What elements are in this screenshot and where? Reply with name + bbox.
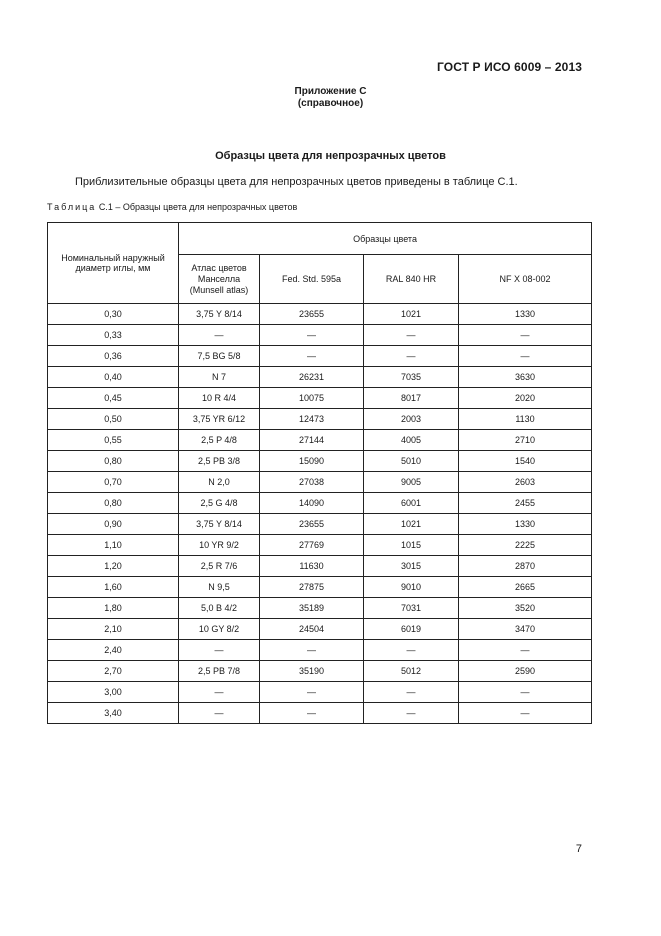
cell-diameter: 0,55 xyxy=(48,430,179,451)
table-row xyxy=(48,346,592,367)
header-diameter: Номинальный наружный диаметр иглы, мм xyxy=(48,223,179,304)
cell-fed-std: 27144 xyxy=(260,430,364,451)
table-row xyxy=(48,535,592,556)
cell-munsell: N 7 xyxy=(179,367,260,388)
cell-ral: 1021 xyxy=(364,304,459,325)
cell-nf: 3520 xyxy=(459,598,592,619)
cell-ral: 8017 xyxy=(364,388,459,409)
cell-nf: 1330 xyxy=(459,304,592,325)
table-caption xyxy=(47,202,297,212)
cell-ral: — xyxy=(364,703,459,724)
cell-diameter: 2,70 xyxy=(48,661,179,682)
table-row xyxy=(48,304,592,325)
table-row xyxy=(48,577,592,598)
cell-nf: 2590 xyxy=(459,661,592,682)
cell-nf: 1540 xyxy=(459,451,592,472)
cell-ral: 3015 xyxy=(364,556,459,577)
table-row xyxy=(48,430,592,451)
cell-ral: 1015 xyxy=(364,535,459,556)
cell-fed-std: 24504 xyxy=(260,619,364,640)
cell-diameter: 0,50 xyxy=(48,409,179,430)
intro-paragraph: Приблизительные образцы цвета для непрозрачных цветов приведены в таблице С.1. xyxy=(75,176,518,188)
header-nf: NF X 08-002 xyxy=(459,255,592,304)
cell-ral: 7031 xyxy=(364,598,459,619)
header-ral: RAL 840 HR xyxy=(364,255,459,304)
cell-ral: 9005 xyxy=(364,472,459,493)
cell-fed-std: 23655 xyxy=(260,514,364,535)
annex-heading xyxy=(0,86,661,110)
cell-nf: 2603 xyxy=(459,472,592,493)
cell-diameter: 0,90 xyxy=(48,514,179,535)
cell-munsell: — xyxy=(179,682,260,703)
cell-nf: — xyxy=(459,682,592,703)
table-row xyxy=(48,493,592,514)
cell-nf: 1330 xyxy=(459,514,592,535)
cell-diameter: 0,80 xyxy=(48,451,179,472)
annex-title: Приложение С xyxy=(294,86,367,97)
table-row xyxy=(48,682,592,703)
cell-diameter: 0,40 xyxy=(48,367,179,388)
table-row xyxy=(48,640,592,661)
cell-ral: — xyxy=(364,682,459,703)
section-title: Образцы цвета для непрозрачных цветов xyxy=(215,150,446,162)
table-row xyxy=(48,514,592,535)
cell-diameter: 0,33 xyxy=(48,325,179,346)
table-row xyxy=(48,367,592,388)
table-row xyxy=(48,451,592,472)
cell-munsell: 2,5 R 7/6 xyxy=(179,556,260,577)
cell-fed-std: 12473 xyxy=(260,409,364,430)
cell-munsell: 2,5 PB 7/8 xyxy=(179,661,260,682)
cell-fed-std: — xyxy=(260,682,364,703)
cell-fed-std: 27875 xyxy=(260,577,364,598)
cell-munsell: 2,5 PB 3/8 xyxy=(179,451,260,472)
cell-diameter: 3,00 xyxy=(48,682,179,703)
table-caption-number: С.1 xyxy=(98,202,113,212)
cell-ral: 6001 xyxy=(364,493,459,514)
cell-diameter: 0,80 xyxy=(48,493,179,514)
cell-munsell: N 2,0 xyxy=(179,472,260,493)
cell-nf: 3470 xyxy=(459,619,592,640)
cell-fed-std: — xyxy=(260,703,364,724)
cell-nf: 2020 xyxy=(459,388,592,409)
cell-munsell: — xyxy=(179,325,260,346)
table-row xyxy=(48,409,592,430)
cell-fed-std: 35189 xyxy=(260,598,364,619)
cell-munsell: 2,5 G 4/8 xyxy=(179,493,260,514)
cell-ral: 5012 xyxy=(364,661,459,682)
cell-ral: — xyxy=(364,640,459,661)
cell-ral: 6019 xyxy=(364,619,459,640)
cell-munsell: 10 GY 8/2 xyxy=(179,619,260,640)
cell-diameter: 2,40 xyxy=(48,640,179,661)
cell-diameter: 0,45 xyxy=(48,388,179,409)
cell-nf: 2870 xyxy=(459,556,592,577)
header-fed-std: Fed. Std. 595a xyxy=(260,255,364,304)
cell-fed-std: 14090 xyxy=(260,493,364,514)
cell-diameter: 1,60 xyxy=(48,577,179,598)
table-row xyxy=(48,619,592,640)
cell-nf: — xyxy=(459,640,592,661)
cell-nf: — xyxy=(459,325,592,346)
cell-diameter: 0,30 xyxy=(48,304,179,325)
cell-nf: 2225 xyxy=(459,535,592,556)
cell-ral: — xyxy=(364,325,459,346)
table-row xyxy=(48,472,592,493)
page-number: 7 xyxy=(575,843,582,855)
table-row xyxy=(48,703,592,724)
cell-nf: 3630 xyxy=(459,367,592,388)
table-row xyxy=(48,325,592,346)
cell-munsell: 3,75 Y 8/14 xyxy=(179,304,260,325)
cell-diameter: 1,20 xyxy=(48,556,179,577)
cell-munsell: 10 YR 9/2 xyxy=(179,535,260,556)
annex-subtitle: (справочное) xyxy=(297,98,364,109)
cell-nf: 2710 xyxy=(459,430,592,451)
cell-munsell: 5,0 B 4/2 xyxy=(179,598,260,619)
cell-nf: 1130 xyxy=(459,409,592,430)
cell-fed-std: 23655 xyxy=(260,304,364,325)
cell-fed-std: 11630 xyxy=(260,556,364,577)
cell-diameter: 1,80 xyxy=(48,598,179,619)
cell-nf: 2665 xyxy=(459,577,592,598)
cell-munsell: — xyxy=(179,703,260,724)
cell-fed-std: — xyxy=(260,325,364,346)
cell-fed-std: 26231 xyxy=(260,367,364,388)
cell-munsell: — xyxy=(179,640,260,661)
cell-diameter: 3,40 xyxy=(48,703,179,724)
cell-diameter: 0,36 xyxy=(48,346,179,367)
cell-fed-std: 15090 xyxy=(260,451,364,472)
cell-ral: 2003 xyxy=(364,409,459,430)
cell-munsell: 3,75 Y 8/14 xyxy=(179,514,260,535)
cell-munsell: 2,5 P 4/8 xyxy=(179,430,260,451)
cell-ral: 5010 xyxy=(364,451,459,472)
cell-fed-std: 10075 xyxy=(260,388,364,409)
cell-munsell: 7,5 BG 5/8 xyxy=(179,346,260,367)
cell-fed-std: 27038 xyxy=(260,472,364,493)
table-caption-text: – Образцы цвета для непрозрачных цветов xyxy=(112,202,298,212)
cell-ral: 9010 xyxy=(364,577,459,598)
table-row xyxy=(48,388,592,409)
cell-nf: — xyxy=(459,346,592,367)
cell-fed-std: 27769 xyxy=(260,535,364,556)
cell-ral: 4005 xyxy=(364,430,459,451)
cell-nf: 2455 xyxy=(459,493,592,514)
table-row xyxy=(48,556,592,577)
table-body xyxy=(48,304,592,724)
cell-nf: — xyxy=(459,703,592,724)
cell-ral: — xyxy=(364,346,459,367)
header-munsell: Атлас цветов Манселла (Munsell atlas) xyxy=(179,255,260,304)
cell-fed-std: — xyxy=(260,346,364,367)
cell-fed-std: — xyxy=(260,640,364,661)
cell-ral: 7035 xyxy=(364,367,459,388)
table-row xyxy=(48,661,592,682)
table-row xyxy=(48,598,592,619)
cell-diameter: 2,10 xyxy=(48,619,179,640)
cell-munsell: 3,75 YR 6/12 xyxy=(179,409,260,430)
cell-ral: 1021 xyxy=(364,514,459,535)
cell-munsell: 10 R 4/4 xyxy=(179,388,260,409)
header-color-samples: Образцы цвета xyxy=(179,223,592,255)
cell-munsell: N 9,5 xyxy=(179,577,260,598)
cell-fed-std: 35190 xyxy=(260,661,364,682)
document-code: ГОСТ Р ИСО 6009 – 2013 xyxy=(437,60,582,74)
cell-diameter: 0,70 xyxy=(48,472,179,493)
cell-diameter: 1,10 xyxy=(48,535,179,556)
table-caption-word: Таблица xyxy=(47,202,97,212)
color-samples-table xyxy=(47,222,592,724)
